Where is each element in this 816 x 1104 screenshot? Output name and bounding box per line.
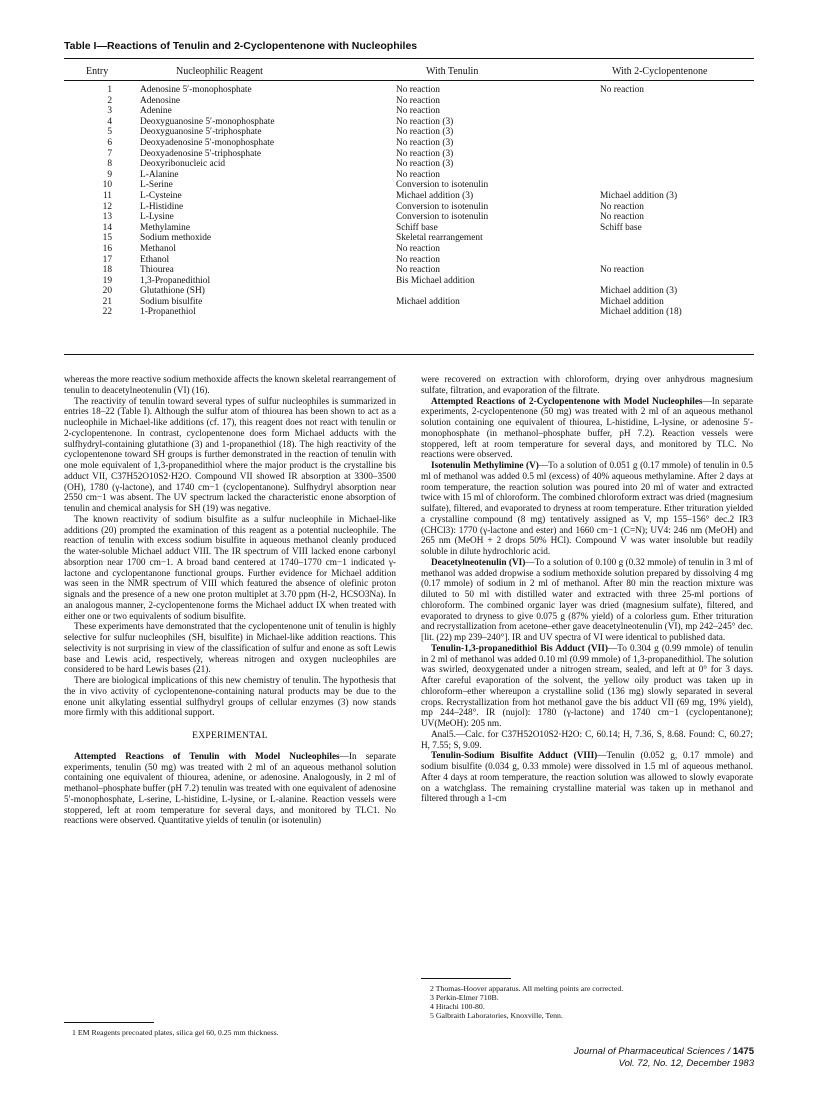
reagent-cell: Deoxyguanosine 5′-monophosphate	[140, 116, 275, 127]
cyclopentenone-cell: No reaction	[600, 212, 644, 223]
cyclopentenone-cell	[600, 96, 754, 107]
paragraph-lead: Attempted Reactions of Tenulin with Model Nucleophiles	[74, 751, 340, 762]
right-paragraph	[421, 558, 753, 644]
cyclopentenone-cell	[600, 233, 754, 244]
right-column	[421, 375, 753, 805]
tenulin-cell: No reaction	[396, 85, 440, 95]
cyclopentenone-cell: No reaction	[600, 265, 644, 276]
table-row	[64, 276, 754, 287]
tenulin-cell: No reaction (3)	[396, 116, 454, 127]
reagent-cell: Thiourea	[140, 265, 174, 276]
entry-cell: 8	[107, 159, 112, 170]
footnote-3: 3 Perkin-Elmer 710B.	[430, 993, 499, 1002]
table-row	[64, 307, 754, 318]
header-cyclopentenone: With 2-Cyclopentenone	[612, 66, 708, 77]
entry-cell: 6	[107, 137, 112, 148]
table-row	[64, 212, 754, 223]
paragraph-body: —To 0.304 g (0.99 mmole) of tenulin in 2 ml of methanol was added 0.10 ml (0.99 mmole) of 1,3-propanedithiol. The solution was swirled, deoxygenated under a nitrogen stream, sealed, and left at 0° for 3 days. After careful evaporation of the solvent, the yellow oily product was taken up in chloroform–ether whereupon a crystalline solid (136 mg) slowly separated in several crops. Recrystallization from hot methanol gave the bis adduct VII (69 mg, 19% yield), mp 244–248°. IR (nujol): 1780 (γ-lactone) and 1740 cm−1 (cyclopentanone); UV(MeOH): 205 nm.	[421, 643, 753, 729]
paragraph-body: —In separate experiments, tenulin (50 mg) was treated with 2 ml of an aqueous methanol solution containing one equivalent of thiourea, adenine, or adenosine. Analogously, in 2 ml of methanol–phosphate buffer (pH 7.2) tenulin was treated with one equivalent of adenosine 5′-monophosphate, L-serine, L-histidine, L-lysine, or L-alanine. Reaction vessels were stoppered, left at room temperature for several days, and monitored by TLC1. No reactions were observed. Quantitative yields of tenulin (or isotenulin)	[64, 751, 396, 827]
table-row	[64, 85, 754, 96]
reagent-cell: L-Histidine	[140, 201, 184, 212]
cyclopentenone-cell	[600, 170, 754, 181]
table-header-rule	[64, 80, 754, 81]
entry-cell: 13	[102, 212, 112, 223]
table-row	[64, 223, 754, 234]
tenulin-cell: Conversion to isotenulin	[396, 180, 489, 191]
entry-cell: 10	[102, 180, 112, 191]
cyclopentenone-cell: Michael addition (3)	[600, 286, 678, 297]
cyclopentenone-cell	[600, 276, 754, 287]
table-row	[64, 180, 754, 191]
reagent-cell: Adenosine 5′-monophosphate	[140, 85, 252, 95]
right-paragraph	[421, 644, 753, 730]
header-entry: Entry	[86, 66, 109, 77]
table-bottom-rule	[64, 354, 754, 355]
tenulin-cell: Skeletal rearrangement	[396, 233, 483, 244]
left-paragraph: There are biological implications of this new chemistry of tenulin. The hypothesis that the in vivo activity of cyclopentenone-containing natural products may be due to the enone unit alkylating essential sulfhydryl groups of cellular enzymes (3) now stands more firmly with this additional support.	[64, 676, 396, 719]
table-row	[64, 106, 754, 117]
reagent-cell: 1-Propanethiol	[140, 307, 196, 318]
journal-name: Journal of Pharmaceutical Sciences /	[573, 1046, 731, 1057]
reagent-cell: Methylamine	[140, 222, 190, 233]
reagent-cell: Adenosine	[140, 95, 181, 106]
entry-cell: 12	[102, 201, 112, 212]
tenulin-cell: Bis Michael addition	[396, 275, 475, 286]
cyclopentenone-cell	[600, 255, 754, 266]
cyclopentenone-cell	[600, 180, 754, 191]
paragraph-body: —Tenulin (0.052 g, 0.17 mmole) and sodium bisulfite (0.034 g, 0.33 mmole) were dissolved in 1.5 ml of aqueous methanol. After 4 days at room temperature, the reaction solution was allowed to slowly evaporate on a watchglass. The remaining crystalline material was taken up in methanol and filtered through a 1-cm	[421, 751, 753, 805]
table-row	[64, 96, 754, 107]
tenulin-cell: No reaction (3)	[396, 127, 454, 138]
tenulin-cell: No reaction	[396, 169, 440, 180]
cyclopentenone-cell	[600, 149, 754, 160]
reagent-cell: Deoxyadenosine 5′-monophosphate	[140, 137, 275, 148]
entry-cell: 1	[107, 85, 112, 95]
tenulin-cell: No reaction (3)	[396, 148, 454, 159]
cyclopentenone-cell	[600, 244, 754, 255]
table-row	[64, 170, 754, 181]
tenulin-cell: No reaction	[396, 254, 440, 265]
paragraph-lead: Isotenulin Methylimine (V)	[431, 461, 539, 471]
entry-cell: 4	[107, 116, 112, 127]
cyclopentenone-cell: Michael addition	[600, 296, 664, 307]
reagent-cell: 1,3-Propanedithiol	[140, 275, 211, 286]
table-top-rule	[64, 58, 754, 59]
reagent-cell: Deoxyguanosine 5′-triphosphate	[140, 127, 262, 138]
left-paragraph	[64, 752, 396, 827]
cyclopentenone-cell	[600, 106, 754, 117]
header-tenulin: With Tenulin	[426, 66, 479, 77]
right-footnote-rule	[421, 978, 511, 979]
tenulin-cell: No reaction	[396, 106, 440, 117]
table-row	[64, 255, 754, 266]
paragraph-body: —To a solution of 0.051 g (0.17 mmole) of tenulin in 0.5 ml of methanol was added 0.5 ml (excess) of 40% aqueous methylamine. After 2 days at room temperature, the reaction solution was poured into 20 ml of water and extracted twice with 15 ml of chloroform. The combined chloroform extract was dried (magnesium sulfate), filtered, and evaporated to dryness at room temperature. Ether trituration yielded a crystalline compound (8 mg) tentatively assigned as V, mp 155–156° dec.2 IR3 (CHCl3): 1770 (γ-lactone and ester) and 1660 cm−1 (C=N); UV4: 246 nm (MeOH) and 265 nm (MeOH + 2 drops 50% HCl). Compound V was water insoluble but readily soluble in dilute hydrochloric acid.	[421, 461, 753, 557]
page-number: 1475	[732, 1046, 754, 1057]
experimental-heading: EXPERIMENTAL	[192, 731, 268, 741]
tenulin-cell: No reaction (3)	[396, 159, 454, 170]
reagent-cell: L-Lysine	[140, 212, 174, 223]
left-paragraph: These experiments have demonstrated that the cyclopentenone unit of tenulin is highly selective for sulfur nucleophiles (SH, bisulfite) in Michael-like addition reactions. This selectivity is not surprising in view of the classification of sulfur and enone as soft Lewis base and Lewis acid, respectively, whereas nitrogen and oxygen nucleophiles are considered to be hard Lewis bases (21).	[64, 622, 396, 676]
paragraph-lead: Tenulin-Sodium Bisulfite Adduct (VIII)	[431, 751, 598, 762]
entry-cell: 21	[102, 296, 112, 307]
tenulin-cell: Schiff base	[396, 222, 438, 233]
table-row	[64, 159, 754, 170]
cyclopentenone-cell: No reaction	[600, 201, 644, 212]
cyclopentenone-cell	[600, 138, 754, 149]
entry-cell: 18	[102, 265, 112, 276]
entry-cell: 11	[102, 190, 112, 201]
entry-cell: 9	[107, 169, 112, 180]
table-row	[64, 127, 754, 138]
tenulin-cell: Conversion to isotenulin	[396, 212, 489, 223]
left-paragraph: The reactivity of tenulin toward several types of sulfur nucleophiles is summarized in entries 18–22 (Table I). Although the sulfur atom of thiourea has been shown to act as a nucleophile in Michael-like additions (cf. 17), this reagent does not react with tenulin or 2-cyclopentenone. In contrast, cyclopentenone does form Michael adducts with the sulfhydryl-containing glutathione (3) and 1-propanethiol (18). The high reactivity of the cyclopentenone toward SH groups is further demonstrated in the reaction of tenulin with one mole equivalent of 1,3-propanedithiol where the major product is the crystalline bis adduct VII, C37H52O10S2·H2O. Compound VII showed IR absorption at 3300–3500 (OH), 1780 (γ-lactone), and 1740 cm−1 (cyclopentanone). Sulfhydryl absorption near 2550 cm−1 was absent. The UV spectrum lacked the characteristic enone absorption of tenulin and chemical analysis for SH (19) was negative.	[64, 396, 396, 514]
right-paragraph	[421, 397, 753, 462]
entry-cell: 5	[107, 127, 112, 138]
journal-footer	[574, 1046, 754, 1069]
entry-cell: 14	[102, 222, 112, 233]
right-paragraph: Anal5.—Calc. for C37H52O10S2·H2O: C, 60.14; H, 7.36, S, 8.68. Found: C, 60.27; H, 7.55; S, 9.09.	[421, 729, 753, 751]
reagent-cell: Methanol	[140, 243, 176, 254]
reagent-cell: Sodium methoxide	[140, 233, 212, 244]
tenulin-cell: No reaction (3)	[396, 137, 454, 148]
paragraph-lead: Deacetylneotenulin (VI)	[431, 557, 526, 568]
entry-cell: 22	[102, 307, 112, 318]
paragraph-lead: Attempted Reactions of 2-Cyclopentenone with Model Nucleophiles	[431, 396, 703, 407]
left-paragraph: whereas the more reactive sodium methoxide affects the known skeletal rearrangement of tenulin to deacetylneotenulin (VI) (16).	[64, 375, 396, 396]
table-row	[64, 233, 754, 244]
cyclopentenone-cell: Schiff base	[600, 222, 642, 233]
reagent-cell: Adenine	[140, 106, 172, 117]
entry-cell: 19	[102, 275, 112, 286]
entry-cell: 7	[107, 148, 112, 159]
cyclopentenone-cell	[600, 159, 754, 170]
footnote-5: 5 Galbraith Laboratories, Knoxville, Tenn.	[430, 1011, 563, 1020]
tenulin-cell: No reaction	[396, 265, 440, 276]
cyclopentenone-cell	[600, 117, 754, 128]
tenulin-cell: No reaction	[396, 243, 440, 254]
paragraph-body: —To a solution of 0.100 g (0.32 mmole) of tenulin in 3 ml of methanol was added dropwise a sodium methoxide solution prepared by dissolving 4 mg (0.17 mmole) of sodium in 2 ml of methanol. After 80 min the reaction mixture was diluted to 50 ml with distilled water and extracted with three 25-ml portions of chloroform. The combined organic layer was dried (magnesium sulfate), filtered, and evaporated to dryness to give 0.075 g (87% yield) of a colorless gum. Ether trituration and recrystallization from acetone–ether gave deacetylneotenulin (VI), mp 242–245° dec. [lit. (22) mp 239–240°]. IR and UV spectra of VI were identical to published data.	[421, 557, 753, 643]
entry-cell: 15	[102, 233, 112, 244]
cyclopentenone-cell	[600, 127, 754, 138]
footnote-4: 4 Hitachi 100-80.	[430, 1002, 485, 1011]
table-row	[64, 202, 754, 213]
paragraph-body: —In separate experiments, 2-cyclopentenone (50 mg) was treated with 2 ml of an aqueous methanol solution containing one equivalent of thiourea, L-histidine, L-lysine, or adenosine 5′-monophosphate (in methanol–phosphate buffer, pH 7.2). Reaction vessels were stoppered, left at room temperature for several days, and monitored by TLC. No reactions were observed.	[421, 396, 753, 461]
reagent-cell: Glutathione (SH)	[140, 286, 205, 297]
table-row	[64, 286, 754, 297]
table-row	[64, 138, 754, 149]
tenulin-cell: Michael addition	[396, 296, 460, 307]
right-paragraph: were recovered on extraction with chloroform, drying over anhydrous magnesium sulfate, filtration, and evaporation of the filtrate.	[421, 375, 753, 396]
reagent-cell: Sodium bisulfite	[140, 296, 203, 307]
entry-cell: 3	[107, 106, 112, 117]
cyclopentenone-cell: Michael addition (18)	[600, 307, 682, 318]
footnote-2: 2 Thomas-Hoover apparatus. All melting points are corrected.	[430, 984, 624, 993]
table-row	[64, 117, 754, 128]
journal-volume: Vol. 72, No. 12, December 1983	[618, 1057, 754, 1069]
footnote-1: 1 EM Reagents precoated plates, silica gel 60, 0.25 mm thickness.	[72, 1028, 279, 1037]
entry-cell: 17	[102, 254, 112, 265]
header-reagent: Nucleophilic Reagent	[176, 66, 263, 77]
left-paragraph: The known reactivity of sodium bisulfite as a sulfur nucleophile in Michael-like additions (20) prompted the examination of this reagent as a potential nucleophile. The reaction of tenulin with excess sodium bisulfite in aqueous methanol cleanly produced the water-soluble Michael adduct VIII. The IR spectrum of VIII lacked enone carbonyl absorption near 1700 cm−1. A broad band centered at 1740–1770 cm−1 indicated γ-lactone and cyclopentanone functional groups. Further evidence for Michael addition was seen in the NMR spectrum of VIII which featured the absence of olefinic proton signals and the presence of a new one proton multiplet at 3.70 ppm (H-2, HCSO3Na). In an analogous manner, 2-cyclopentenone forms the Michael adduct IX when treated with either one or two equivalents of sodium bisulfite.	[64, 514, 396, 622]
tenulin-cell	[396, 307, 600, 318]
reagent-cell: L-Serine	[140, 180, 173, 191]
table-title: Table I—Reactions of Tenulin and 2-Cyclopentenone with Nucleophiles	[64, 40, 418, 52]
table-row	[64, 244, 754, 255]
reagent-cell: Deoxyadenosine 5′-triphosphate	[140, 148, 262, 159]
entry-cell: 16	[102, 243, 112, 254]
tenulin-cell: Conversion to isotenulin	[396, 201, 489, 212]
reagent-cell: Deoxyribonucleic acid	[140, 159, 226, 170]
entry-cell: 20	[102, 286, 112, 297]
reagent-cell: L-Cysteine	[140, 190, 182, 201]
table-row	[64, 297, 754, 308]
cyclopentenone-cell: No reaction	[600, 85, 644, 95]
table-row	[64, 191, 754, 202]
right-paragraph	[421, 461, 753, 558]
tenulin-cell: No reaction	[396, 95, 440, 106]
cyclopentenone-cell: Michael addition (3)	[600, 190, 678, 201]
reactions-table	[64, 85, 754, 318]
tenulin-cell	[396, 286, 600, 297]
reagent-cell: L-Alanine	[140, 169, 179, 180]
table-row	[64, 149, 754, 160]
left-column	[64, 375, 396, 827]
paragraph-lead: Tenulin-1,3-propanedithiol Bis Adduct (VII)	[431, 643, 608, 654]
reagent-cell: Ethanol	[140, 254, 170, 265]
entry-cell: 2	[107, 95, 112, 106]
right-paragraph	[421, 751, 753, 805]
right-footnotes	[430, 984, 623, 1020]
tenulin-cell: Michael addition (3)	[396, 190, 474, 201]
left-footnote-rule	[64, 1022, 154, 1023]
table-row	[64, 265, 754, 276]
